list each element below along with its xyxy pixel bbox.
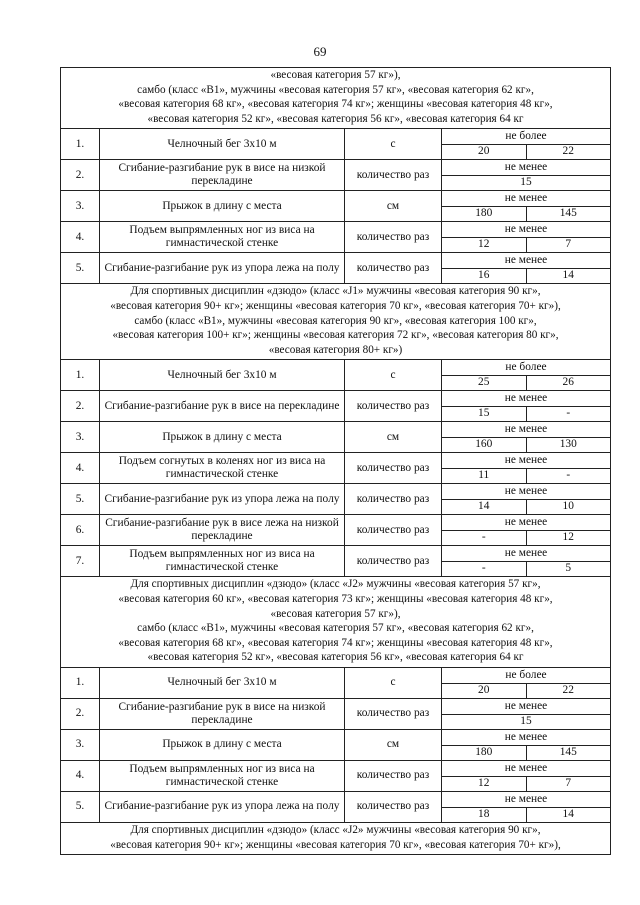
section-header xyxy=(61,68,610,129)
table-row xyxy=(61,422,610,453)
values-cell xyxy=(442,391,610,421)
value-men: 11 xyxy=(478,469,490,482)
value-men: 18 xyxy=(478,807,490,820)
section-header-line: Для спортивных дисциплин «дзюдо» (класс «J1» мужчины «весовая категория 90 кг», xyxy=(130,285,541,298)
norm-label: не менее xyxy=(442,761,610,777)
value-women: - xyxy=(526,469,611,483)
value-women: 145 xyxy=(526,746,611,760)
unit-cell: количество раз xyxy=(345,699,442,729)
table-row xyxy=(61,761,610,792)
values-cell xyxy=(442,668,610,698)
exercise-name: Подъем согнутых в коленях ног из виса на гимнастической стенке xyxy=(100,453,345,483)
unit-cell: см xyxy=(345,191,442,221)
values-cell xyxy=(442,453,610,483)
norm-label: не менее xyxy=(442,546,610,562)
value-men: 20 xyxy=(478,683,490,696)
unit-cell: количество раз xyxy=(345,253,442,283)
norm-label: не более xyxy=(442,668,610,684)
value-common: 15 xyxy=(520,714,532,727)
row-number: 1. xyxy=(61,360,100,390)
values-row xyxy=(442,684,610,698)
value-men: 160 xyxy=(475,438,493,451)
values-cell xyxy=(442,792,610,822)
values-cell xyxy=(442,699,610,729)
section-header-line: «весовая категория 52 кг», «весовая категория 56 кг», «весовая категория 64 кг xyxy=(147,112,524,125)
values-cell xyxy=(442,484,610,514)
values-row xyxy=(442,238,610,252)
value-women: 5 xyxy=(526,562,611,576)
row-number: 1. xyxy=(61,668,100,698)
value-men: 16 xyxy=(478,269,490,282)
values-row xyxy=(442,808,610,822)
exercise-name: Сгибание-разгибание рук в висе на перекладине xyxy=(100,391,345,421)
standards-table xyxy=(60,67,611,855)
norm-label: не менее xyxy=(442,391,610,407)
exercise-name: Подъем выпрямленных ног из виса на гимнастической стенке xyxy=(100,546,345,576)
value-women: 22 xyxy=(526,684,611,698)
unit-cell: с xyxy=(345,129,442,159)
row-number: 2. xyxy=(61,699,100,729)
norm-label: не менее xyxy=(442,699,610,715)
section-header-line: «весовая категория 68 кг», «весовая категория 74 кг»; женщины «весовая категория 48 кг», xyxy=(118,636,553,649)
table-row xyxy=(61,160,610,191)
values-row xyxy=(442,438,610,452)
row-number: 5. xyxy=(61,484,100,514)
values-row xyxy=(442,207,610,221)
section-header-line: «весовая категория 80+ кг») xyxy=(268,343,403,356)
unit-cell: количество раз xyxy=(345,792,442,822)
norm-label: не менее xyxy=(442,484,610,500)
table-row xyxy=(61,222,610,253)
section-header-line: «весовая категория 68 кг», «весовая категория 74 кг»; женщины «весовая категория 48 кг», xyxy=(118,98,553,111)
unit-cell: количество раз xyxy=(345,484,442,514)
norm-label: не менее xyxy=(442,222,610,238)
value-men: - xyxy=(481,562,486,575)
value-men: 15 xyxy=(478,407,490,420)
row-number: 2. xyxy=(61,391,100,421)
value-men: 14 xyxy=(478,500,490,513)
values-row xyxy=(442,531,610,545)
norm-label: не менее xyxy=(442,191,610,207)
exercise-name: Сгибание-разгибание рук из упора лежа на полу xyxy=(100,484,345,514)
table-row xyxy=(61,546,610,577)
table-row xyxy=(61,699,610,730)
row-number: 7. xyxy=(61,546,100,576)
exercise-name: Сгибание-разгибание рук в висе лежа на низкой перекладине xyxy=(100,515,345,545)
section-header-line: самбо (класс «В1», мужчины «весовая категория 57 кг», «весовая категория 62 кг», xyxy=(137,622,534,635)
value-men: 20 xyxy=(478,145,490,158)
values-cell xyxy=(442,129,610,159)
exercise-name: Сгибание-разгибание рук из упора лежа на полу xyxy=(100,253,345,283)
value-women: - xyxy=(526,407,611,421)
unit-cell: количество раз xyxy=(345,761,442,791)
table-row xyxy=(61,129,610,160)
exercise-name: Прыжок в длину с места xyxy=(100,422,345,452)
section-header-line: «весовая категория 57 кг»), xyxy=(270,69,401,81)
section-header-line: Для спортивных дисциплин «дзюдо» (класс «J2» мужчины «весовая категория 57 кг», xyxy=(130,578,541,591)
value-women: 130 xyxy=(526,438,611,452)
values-row xyxy=(442,715,610,729)
table-row xyxy=(61,360,610,391)
norm-label: не менее xyxy=(442,515,610,531)
value-women: 7 xyxy=(526,238,611,252)
value-women: 7 xyxy=(526,777,611,791)
table-row xyxy=(61,253,610,284)
exercise-name: Подъем выпрямленных ног из виса на гимнастической стенке xyxy=(100,761,345,791)
values-row xyxy=(442,269,610,283)
values-row xyxy=(442,145,610,159)
exercise-name: Прыжок в длину с места xyxy=(100,191,345,221)
values-row xyxy=(442,469,610,483)
section-header-line: «весовая категория 57 кг»), xyxy=(270,607,401,620)
section-header-line: «весовая категория 90+ кг»; женщины «весовая категория 70 кг», «весовая категория 70+ кг»), xyxy=(110,299,561,312)
row-number: 4. xyxy=(61,222,100,252)
row-number: 1. xyxy=(61,129,100,159)
value-men: 12 xyxy=(478,238,490,251)
norm-label: не менее xyxy=(442,253,610,269)
table-row xyxy=(61,515,610,546)
values-row xyxy=(442,777,610,791)
values-cell xyxy=(442,761,610,791)
unit-cell: количество раз xyxy=(345,160,442,190)
values-cell xyxy=(442,515,610,545)
section-header xyxy=(61,284,610,360)
values-cell xyxy=(442,160,610,190)
exercise-name: Челночный бег 3x10 м xyxy=(100,668,345,698)
row-number: 6. xyxy=(61,515,100,545)
section-header xyxy=(61,577,610,668)
section-header-line: «весовая категория 100+ кг»; женщины «весовая категория 72 кг», «весовая категория 80 кг», xyxy=(112,329,559,342)
value-women: 12 xyxy=(526,531,611,545)
values-row xyxy=(442,176,610,190)
exercise-name: Сгибание-разгибание рук из упора лежа на полу xyxy=(100,792,345,822)
exercise-name: Челночный бег 3x10 м xyxy=(100,129,345,159)
section-header xyxy=(61,823,610,855)
row-number: 3. xyxy=(61,730,100,760)
norm-label: не более xyxy=(442,129,610,145)
section-header-line: самбо (класс «В1», мужчины «весовая категория 90 кг», «весовая категория 100 кг», xyxy=(134,314,537,327)
values-row xyxy=(442,407,610,421)
row-number: 2. xyxy=(61,160,100,190)
row-number: 5. xyxy=(61,792,100,822)
table-row xyxy=(61,453,610,484)
section-header-line: «весовая категория 90+ кг»; женщины «весовая категория 70 кг», «весовая категория 70+ кг»), xyxy=(110,838,561,851)
table-row xyxy=(61,668,610,699)
unit-cell: с xyxy=(345,668,442,698)
values-cell xyxy=(442,546,610,576)
values-cell xyxy=(442,422,610,452)
section-header-line: самбо (класс «В1», мужчины «весовая категория 57 кг», «весовая категория 62 кг», xyxy=(137,83,534,96)
value-women: 14 xyxy=(526,269,611,283)
values-row xyxy=(442,562,610,576)
norm-label: не менее xyxy=(442,160,610,176)
exercise-name: Сгибание-разгибание рук в висе на низкой перекладине xyxy=(100,699,345,729)
values-cell xyxy=(442,222,610,252)
exercise-name: Подъем выпрямленных ног из виса на гимнастической стенке xyxy=(100,222,345,252)
unit-cell: см xyxy=(345,422,442,452)
row-number: 4. xyxy=(61,453,100,483)
unit-cell: см xyxy=(345,730,442,760)
norm-label: не менее xyxy=(442,792,610,808)
row-number: 4. xyxy=(61,761,100,791)
unit-cell: количество раз xyxy=(345,453,442,483)
values-cell xyxy=(442,730,610,760)
exercise-name: Прыжок в длину с места xyxy=(100,730,345,760)
values-cell xyxy=(442,360,610,390)
row-number: 3. xyxy=(61,422,100,452)
table-row xyxy=(61,792,610,823)
unit-cell: с xyxy=(345,360,442,390)
norm-label: не более xyxy=(442,360,610,376)
value-women: 10 xyxy=(526,500,611,514)
section-header-line: Для спортивных дисциплин «дзюдо» (класс «J2» мужчины «весовая категория 90 кг», xyxy=(130,823,541,836)
table-row xyxy=(61,484,610,515)
value-women: 26 xyxy=(526,376,611,390)
norm-label: не менее xyxy=(442,422,610,438)
values-row xyxy=(442,746,610,760)
value-men: - xyxy=(481,531,486,544)
value-common: 15 xyxy=(520,176,532,189)
norm-label: не менее xyxy=(442,730,610,746)
value-women: 14 xyxy=(526,808,611,822)
unit-cell: количество раз xyxy=(345,515,442,545)
value-men: 180 xyxy=(475,745,493,758)
row-number: 3. xyxy=(61,191,100,221)
table-row xyxy=(61,391,610,422)
values-cell xyxy=(442,253,610,283)
exercise-name: Сгибание-разгибание рук в висе на низкой перекладине xyxy=(100,160,345,190)
table-row xyxy=(61,191,610,222)
values-row xyxy=(442,500,610,514)
value-women: 145 xyxy=(526,207,611,221)
unit-cell: количество раз xyxy=(345,546,442,576)
page-number: 69 xyxy=(313,44,327,59)
table-row xyxy=(61,730,610,761)
values-row xyxy=(442,376,610,390)
exercise-name: Челночный бег 3x10 м xyxy=(100,360,345,390)
section-header-line: «весовая категория 60 кг», «весовая категория 73 кг»; женщины «весовая категория 48 кг», xyxy=(118,592,553,605)
values-cell xyxy=(442,191,610,221)
value-men: 25 xyxy=(478,376,490,389)
norm-label: не менее xyxy=(442,453,610,469)
value-men: 12 xyxy=(478,776,490,789)
unit-cell: количество раз xyxy=(345,222,442,252)
row-number: 5. xyxy=(61,253,100,283)
value-women: 22 xyxy=(526,145,611,159)
unit-cell: количество раз xyxy=(345,391,442,421)
section-header-line: «весовая категория 52 кг», «весовая категория 56 кг», «весовая категория 64 кг xyxy=(147,651,524,664)
value-men: 180 xyxy=(475,207,493,220)
